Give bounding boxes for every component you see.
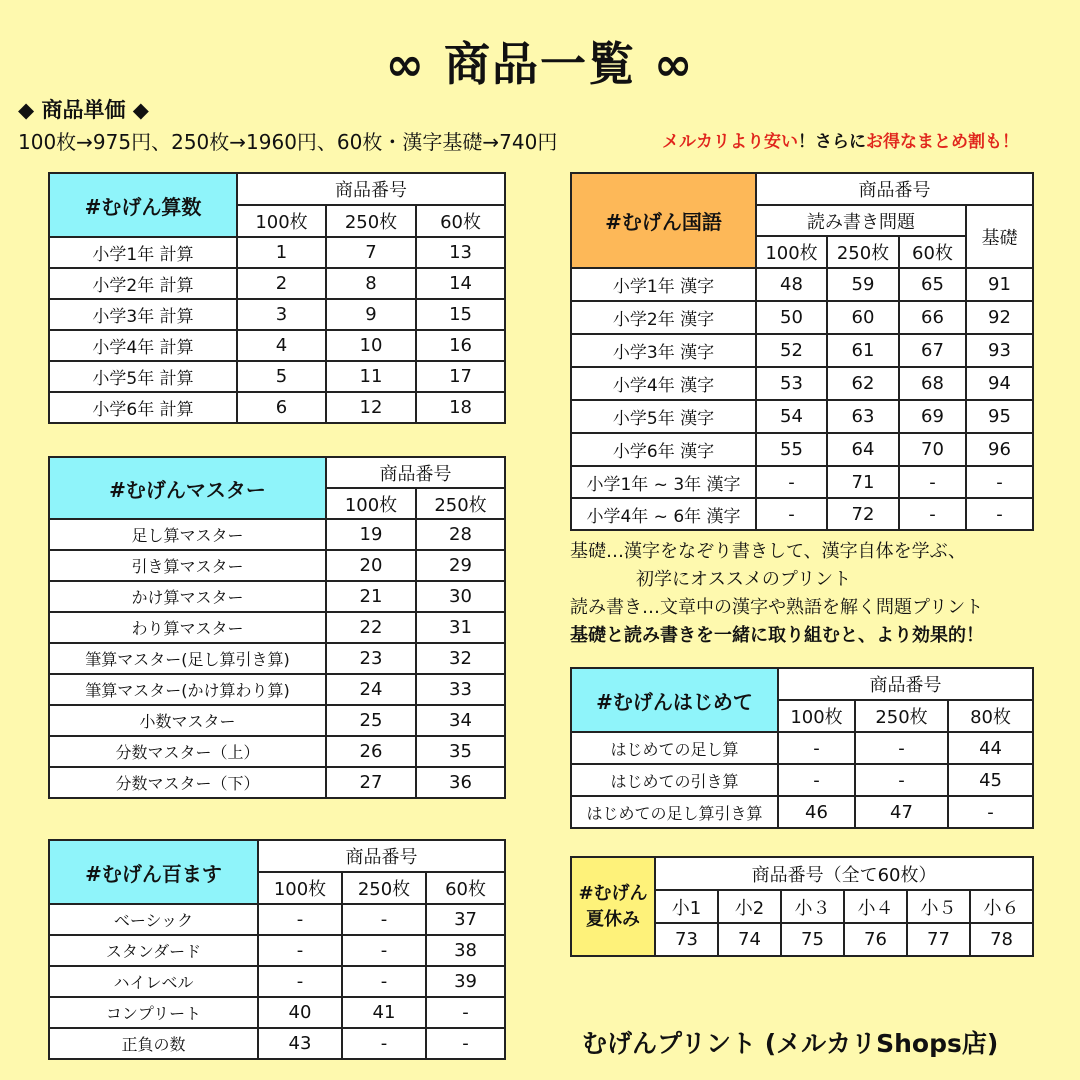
kokugo-cell: 63	[827, 400, 899, 433]
kokugo-notes	[570, 538, 984, 650]
master-cell: 27	[326, 767, 416, 798]
master-header: 商品番号	[326, 457, 505, 488]
master-table	[48, 456, 506, 799]
kokugo-col: 60枚	[899, 236, 966, 268]
master-row-label: 引き算マスター	[49, 550, 326, 581]
promo-text	[662, 127, 1019, 152]
hyakumasu-cell: 41	[342, 997, 426, 1028]
sansu-header: 商品番号	[237, 173, 505, 205]
kokugo-cell: 65	[899, 268, 966, 301]
sansu-row-label: 小学5年 計算	[49, 361, 237, 392]
hajimete-col: 80枚	[948, 700, 1033, 732]
kokugo-row-label: 小学4年 漢字	[571, 367, 756, 400]
hajimete-row-label: はじめての足し算	[571, 732, 778, 764]
master-cell: 33	[416, 674, 505, 705]
hajimete-cell: -	[855, 764, 948, 796]
hyakumasu-cell: 38	[426, 935, 505, 966]
hyakumasu-cell: -	[342, 935, 426, 966]
sansu-cell: 11	[326, 361, 416, 392]
hyakumasu-cell: 39	[426, 966, 505, 997]
master-cell: 24	[326, 674, 416, 705]
natsuyasumi-cell: 77	[907, 923, 970, 956]
sansu-cell: 3	[237, 299, 326, 330]
hyakumasu-row-label: ハイレベル	[49, 966, 258, 997]
master-cell: 36	[416, 767, 505, 798]
hajimete-row-label: はじめての引き算	[571, 764, 778, 796]
kokugo-cell: 60	[827, 301, 899, 334]
kokugo-row-label: 小学1年 ~ 3年 漢字	[571, 466, 756, 498]
hajimete-cell: 45	[948, 764, 1033, 796]
hajimete-col: 100枚	[778, 700, 855, 732]
kokugo-cell: -	[966, 498, 1033, 530]
natsuyasumi-cell: 76	[844, 923, 907, 956]
kokugo-cell: 62	[827, 367, 899, 400]
pricing-heading: ◆ 商品単価 ◆	[18, 98, 149, 122]
master-row-label: 足し算マスター	[49, 519, 326, 550]
natsuyasumi-table	[570, 856, 1034, 957]
kokugo-cell: 68	[899, 367, 966, 400]
kokugo-cell: 53	[756, 367, 827, 400]
kokugo-col: 250枚	[827, 236, 899, 268]
sansu-cell: 17	[416, 361, 505, 392]
sansu-cell: 15	[416, 299, 505, 330]
natsuyasumi-header: 商品番号（全て60枚）	[655, 857, 1033, 890]
master-cell: 20	[326, 550, 416, 581]
sansu-cell: 7	[326, 237, 416, 268]
natsuyasumi-cell: 74	[718, 923, 781, 956]
promo-red-1: メルカリより安い	[662, 132, 798, 152]
note-line: 基礎…漢字をなぞり書きして、漢字自体を学ぶ、	[570, 541, 966, 562]
hyakumasu-cell: 37	[426, 904, 505, 935]
natsuyasumi-col: 小３	[781, 890, 844, 923]
sansu-cell: 5	[237, 361, 326, 392]
kokugo-subheader: 読み書き問題	[756, 205, 966, 236]
hyakumasu-header: 商品番号	[258, 840, 505, 872]
sansu-cell: 13	[416, 237, 505, 268]
natsuyasumi-cell: 75	[781, 923, 844, 956]
natsuyasumi-col: 小６	[970, 890, 1033, 923]
natsuyasumi-title	[571, 857, 655, 956]
kokugo-cell: 48	[756, 268, 827, 301]
natsuyasumi-cell: 78	[970, 923, 1033, 956]
kokugo-cell: 92	[966, 301, 1033, 334]
sansu-row-label: 小学2年 計算	[49, 268, 237, 299]
kokugo-cell: 72	[827, 498, 899, 530]
kokugo-row-label: 小学1年 漢字	[571, 268, 756, 301]
kokugo-cell: -	[756, 466, 827, 498]
note-line: 読み書き…文章中の漢字や熟語を解く問題プリント	[570, 597, 984, 618]
hyakumasu-cell: -	[342, 1028, 426, 1059]
kokugo-cell: -	[966, 466, 1033, 498]
kokugo-cell: 70	[899, 433, 966, 466]
kokugo-cell: 71	[827, 466, 899, 498]
master-cell: 35	[416, 736, 505, 767]
hyakumasu-cell: 40	[258, 997, 342, 1028]
natsuyasumi-col: 小５	[907, 890, 970, 923]
kokugo-cell: 50	[756, 301, 827, 334]
hajimete-table	[570, 667, 1034, 829]
master-cell: 30	[416, 581, 505, 612]
master-cell: 32	[416, 643, 505, 674]
sansu-col: 60枚	[416, 205, 505, 237]
kokugo-row-label: 小学3年 漢字	[571, 334, 756, 367]
kokugo-kiso-header: 基礎	[966, 205, 1033, 268]
kokugo-title: #むげん国語	[571, 173, 756, 268]
master-row-label: 筆算マスター(足し算引き算)	[49, 643, 326, 674]
sansu-cell: 14	[416, 268, 505, 299]
natsuyasumi-col: 小1	[655, 890, 718, 923]
hajimete-cell: -	[778, 764, 855, 796]
sansu-row-label: 小学1年 計算	[49, 237, 237, 268]
kokugo-table	[570, 172, 1034, 531]
kokugo-cell: 96	[966, 433, 1033, 466]
master-col: 250枚	[416, 488, 505, 519]
kokugo-row-label: 小学4年 ~ 6年 漢字	[571, 498, 756, 530]
sansu-row-label: 小学3年 計算	[49, 299, 237, 330]
kokugo-cell: 69	[899, 400, 966, 433]
kokugo-cell: -	[899, 498, 966, 530]
promo-red-2: お得なまとめ割も！	[866, 132, 1019, 152]
kokugo-cell: 59	[827, 268, 899, 301]
hyakumasu-table	[48, 839, 506, 1060]
hyakumasu-col: 60枚	[426, 872, 505, 904]
hyakumasu-cell: -	[426, 997, 505, 1028]
promo-black: ！さらに	[798, 132, 866, 152]
master-row-label: 分数マスター（下）	[49, 767, 326, 798]
kokugo-cell: 61	[827, 334, 899, 367]
master-row-label: 筆算マスター(かけ算わり算)	[49, 674, 326, 705]
sansu-row-label: 小学4年 計算	[49, 330, 237, 361]
kokugo-cell: 94	[966, 367, 1033, 400]
hyakumasu-col: 250枚	[342, 872, 426, 904]
master-row-label: かけ算マスター	[49, 581, 326, 612]
hyakumasu-cell: -	[342, 966, 426, 997]
kokugo-cell: 93	[966, 334, 1033, 367]
natsuyasumi-col: 小４	[844, 890, 907, 923]
master-cell: 19	[326, 519, 416, 550]
master-cell: 29	[416, 550, 505, 581]
hyakumasu-row-label: ベーシック	[49, 904, 258, 935]
hajimete-cell: 46	[778, 796, 855, 828]
hyakumasu-row-label: コンプリート	[49, 997, 258, 1028]
kokugo-col: 100枚	[756, 236, 827, 268]
kokugo-row-label: 小学2年 漢字	[571, 301, 756, 334]
sansu-title: #むげん算数	[49, 173, 237, 237]
kokugo-cell: -	[899, 466, 966, 498]
sansu-cell: 4	[237, 330, 326, 361]
hajimete-cell: 47	[855, 796, 948, 828]
hyakumasu-row-label: スタンダード	[49, 935, 258, 966]
kokugo-cell: 54	[756, 400, 827, 433]
master-row-label: 小数マスター	[49, 705, 326, 736]
master-cell: 28	[416, 519, 505, 550]
note-line-emphasis: 基礎と読み書きを一緒に取り組むと、より効果的！	[570, 625, 984, 646]
master-cell: 25	[326, 705, 416, 736]
master-row-label: 分数マスター（上）	[49, 736, 326, 767]
sansu-cell: 9	[326, 299, 416, 330]
kokugo-cell: 66	[899, 301, 966, 334]
hyakumasu-row-label: 正負の数	[49, 1028, 258, 1059]
hajimete-header: 商品番号	[778, 668, 1033, 700]
page-title: ∞ 商品一覧 ∞	[385, 37, 695, 91]
hyakumasu-title: #むげん百ます	[49, 840, 258, 904]
hyakumasu-cell: 43	[258, 1028, 342, 1059]
sansu-row-label: 小学6年 計算	[49, 392, 237, 423]
sansu-cell: 6	[237, 392, 326, 423]
hyakumasu-col: 100枚	[258, 872, 342, 904]
master-cell: 23	[326, 643, 416, 674]
sansu-cell: 12	[326, 392, 416, 423]
master-cell: 31	[416, 612, 505, 643]
hajimete-cell: -	[778, 732, 855, 764]
natsuyasumi-title-line: #むげん	[578, 882, 648, 904]
sansu-cell: 2	[237, 268, 326, 299]
kokugo-row-label: 小学5年 漢字	[571, 400, 756, 433]
master-cell: 34	[416, 705, 505, 736]
natsuyasumi-col: 小2	[718, 890, 781, 923]
master-col: 100枚	[326, 488, 416, 519]
master-cell: 22	[326, 612, 416, 643]
kokugo-cell: 67	[899, 334, 966, 367]
sansu-cell: 8	[326, 268, 416, 299]
hyakumasu-cell: -	[342, 904, 426, 935]
pricing-line: 100枚→975円、250枚→1960円、60枚・漢字基礎→740円	[18, 130, 558, 154]
natsuyasumi-cell: 73	[655, 923, 718, 956]
master-row-label: わり算マスター	[49, 612, 326, 643]
hyakumasu-cell: -	[258, 935, 342, 966]
sansu-cell: 16	[416, 330, 505, 361]
kokugo-row-label: 小学6年 漢字	[571, 433, 756, 466]
hyakumasu-cell: -	[258, 904, 342, 935]
sansu-cell: 10	[326, 330, 416, 361]
hyakumasu-cell: -	[426, 1028, 505, 1059]
note-line: 初学にオススメのプリント	[636, 569, 852, 590]
hajimete-cell: -	[855, 732, 948, 764]
hajimete-col: 250枚	[855, 700, 948, 732]
sansu-cell: 1	[237, 237, 326, 268]
hajimete-cell: -	[948, 796, 1033, 828]
shop-name: むげんプリント (メルカリShops店)	[582, 1029, 999, 1058]
kokugo-cell: 64	[827, 433, 899, 466]
hyakumasu-cell: -	[258, 966, 342, 997]
hajimete-title: #むげんはじめて	[571, 668, 778, 732]
sansu-table	[48, 172, 506, 424]
kokugo-cell: 52	[756, 334, 827, 367]
kokugo-cell: 55	[756, 433, 827, 466]
natsuyasumi-title-line: 夏休み	[586, 908, 640, 930]
kokugo-header: 商品番号	[756, 173, 1033, 205]
hajimete-cell: 44	[948, 732, 1033, 764]
kokugo-cell: 95	[966, 400, 1033, 433]
kokugo-cell: -	[756, 498, 827, 530]
sansu-col: 100枚	[237, 205, 326, 237]
master-cell: 26	[326, 736, 416, 767]
master-cell: 21	[326, 581, 416, 612]
kokugo-cell: 91	[966, 268, 1033, 301]
sansu-cell: 18	[416, 392, 505, 423]
hajimete-row-label: はじめての足し算引き算	[571, 796, 778, 828]
master-title: #むげんマスター	[49, 457, 326, 519]
sansu-col: 250枚	[326, 205, 416, 237]
